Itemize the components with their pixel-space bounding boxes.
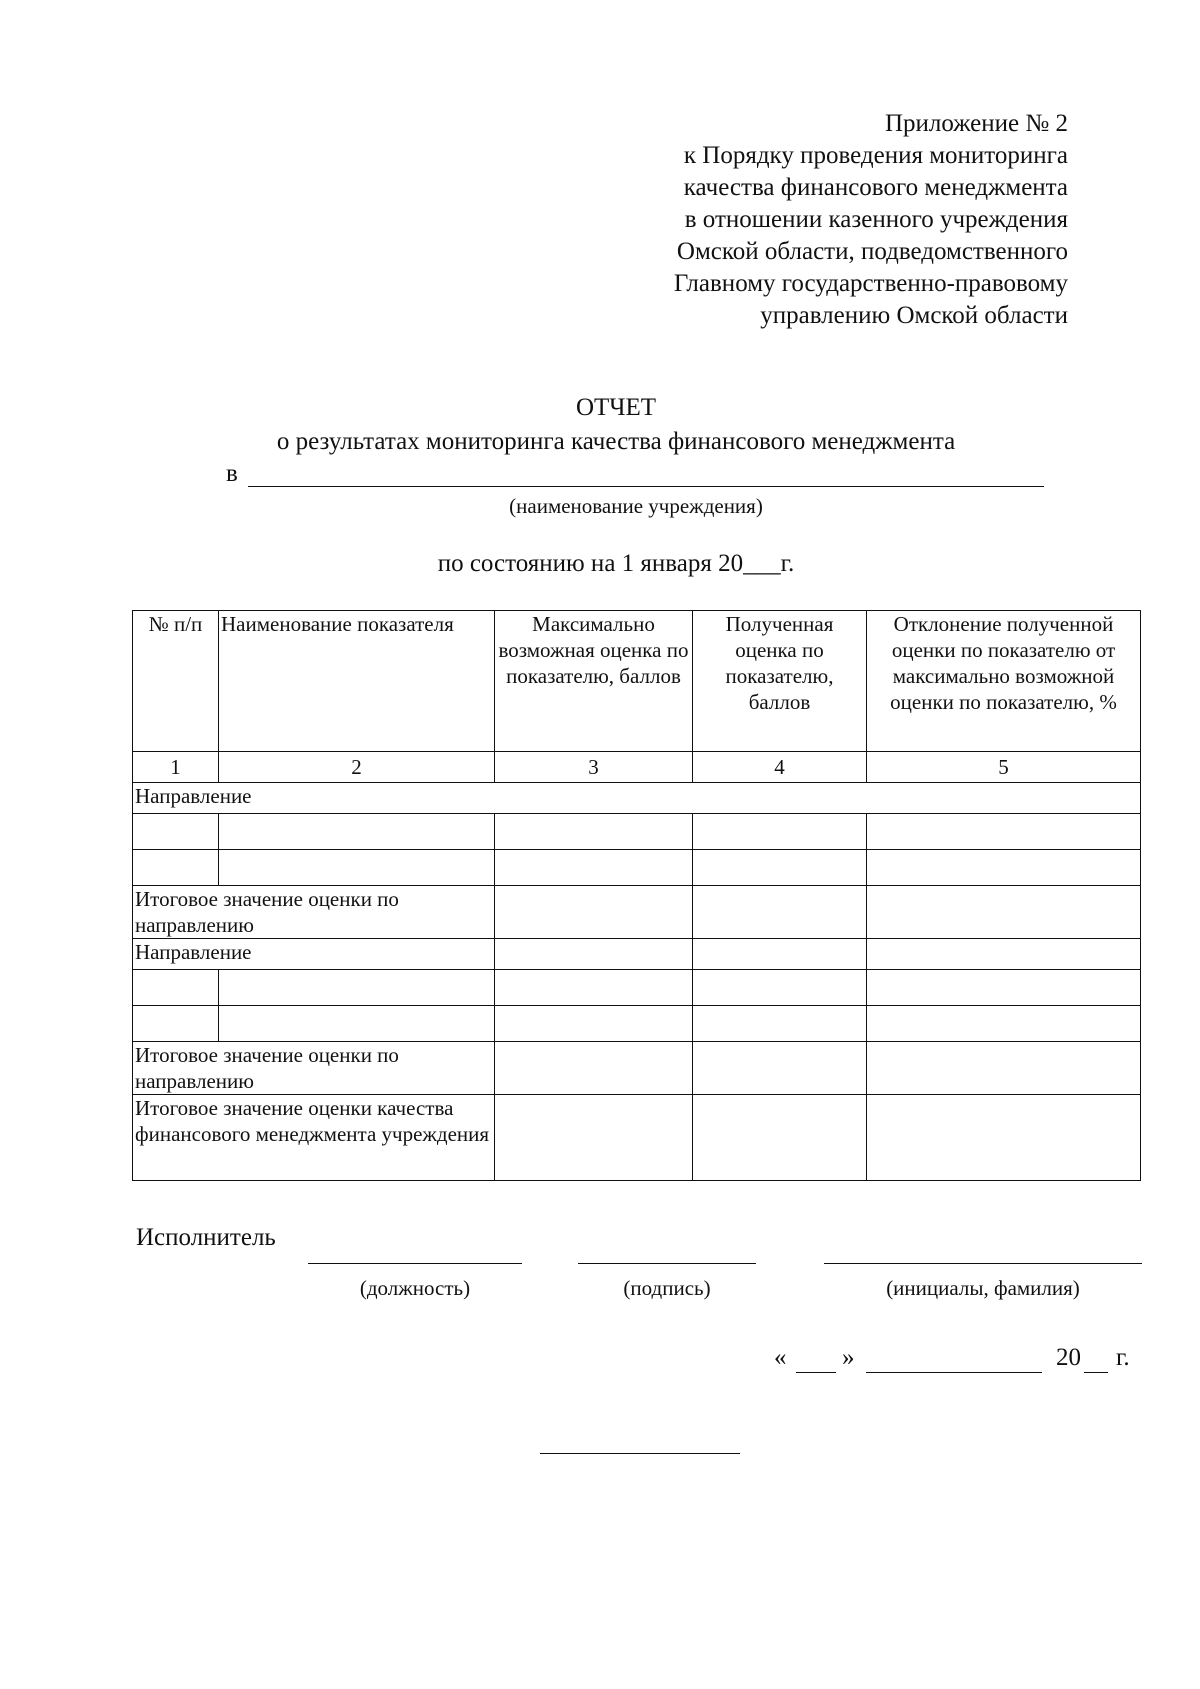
appendix-line: Приложение № 2: [884, 110, 1068, 137]
table-cell[interactable]: [133, 814, 219, 850]
bottom-divider: [540, 1453, 740, 1454]
table-row: [133, 814, 1141, 850]
header-indicator-name: Наименование показателя: [219, 611, 495, 752]
report-title: ОТЧЕТ: [575, 394, 657, 421]
table-cell[interactable]: [867, 1006, 1141, 1042]
signature-blank[interactable]: [578, 1263, 756, 1264]
date-open-quote: «: [774, 1344, 787, 1371]
institution-line: [226, 458, 1046, 490]
table-cell[interactable]: [495, 814, 693, 850]
table-cell[interactable]: [867, 850, 1141, 886]
appendix-line: в отношении казенного учреждения: [684, 206, 1068, 233]
table-cell[interactable]: [693, 1006, 867, 1042]
header-number: № п/п: [133, 611, 219, 752]
final-total-row: [133, 1095, 1141, 1181]
table-cell[interactable]: [495, 886, 693, 939]
final-total-label: Итоговое значение оценки качества финансового менеджмента учреждения: [133, 1095, 495, 1181]
table-cell[interactable]: [219, 970, 495, 1006]
column-number: 3: [495, 752, 693, 783]
sign-date-line: [770, 1342, 1142, 1376]
report-table: [132, 610, 1141, 1181]
month-blank[interactable]: [866, 1372, 1042, 1373]
appendix-line: управлению Омской области: [760, 302, 1068, 329]
report-subtitle: о результатах мониторинга качества финансового менеджмента: [276, 428, 956, 455]
signature-caption: (подпись): [623, 1276, 711, 1300]
column-numbers-row: [133, 752, 1141, 783]
header-deviation: Отклонение полученной оценки по показателю от максимально возможной оценки по показателю, %: [867, 611, 1141, 752]
table-cell[interactable]: [495, 1042, 693, 1095]
column-number: 4: [693, 752, 867, 783]
appendix-line: к Порядку проведения мониторинга: [683, 142, 1068, 169]
institution-blank[interactable]: [248, 486, 1044, 487]
table-row: [133, 850, 1141, 886]
appendix-line: качества финансового менеджмента: [683, 174, 1068, 201]
table-cell[interactable]: [693, 814, 867, 850]
position-blank[interactable]: [308, 1263, 522, 1264]
table-header-row: [133, 611, 1141, 752]
table-cell[interactable]: [867, 939, 1141, 970]
day-blank[interactable]: [796, 1372, 836, 1373]
table-cell[interactable]: [495, 939, 693, 970]
header-max-score: Максимально возможная оценка по показателю, баллов: [495, 611, 693, 752]
table-cell[interactable]: [867, 886, 1141, 939]
table-cell[interactable]: [495, 1006, 693, 1042]
table-cell[interactable]: [693, 939, 867, 970]
table-cell[interactable]: [867, 970, 1141, 1006]
table-cell[interactable]: [693, 850, 867, 886]
appendix-line: Омской области, подведомственного: [676, 238, 1068, 265]
year-blank[interactable]: [1084, 1372, 1108, 1373]
table-cell[interactable]: [693, 1042, 867, 1095]
direction-row: [133, 939, 1141, 970]
table-cell[interactable]: [133, 970, 219, 1006]
table-row: [133, 1006, 1141, 1042]
direction-row: [133, 783, 1141, 814]
executor-label: Исполнитель: [136, 1224, 276, 1251]
column-number: 1: [133, 752, 219, 783]
table-cell[interactable]: [219, 850, 495, 886]
table-cell[interactable]: [219, 1006, 495, 1042]
table-cell[interactable]: [867, 814, 1141, 850]
table-cell[interactable]: [693, 1095, 867, 1181]
institution-caption: (наименование учреждения): [509, 494, 763, 518]
direction-total-label: Итоговое значение оценки по направлению: [133, 886, 495, 939]
header-received-score: Полученная оценка по показателю, баллов: [693, 611, 867, 752]
table-cell[interactable]: [693, 970, 867, 1006]
table-cell[interactable]: [495, 1095, 693, 1181]
direction-total-label: Итоговое значение оценки по направлению: [133, 1042, 495, 1095]
table-cell[interactable]: [219, 814, 495, 850]
institution-prefix: в: [226, 460, 238, 487]
direction-label: Направление: [133, 939, 495, 970]
table-cell[interactable]: [133, 850, 219, 886]
direction-total-row: [133, 886, 1141, 939]
table-cell[interactable]: [495, 850, 693, 886]
name-caption: (инициалы, фамилия): [886, 1276, 1080, 1300]
column-number: 2: [219, 752, 495, 783]
direction-total-row: [133, 1042, 1141, 1095]
appendix-header: [674, 108, 1068, 332]
date-year-prefix: 20: [1056, 1344, 1081, 1371]
table-cell[interactable]: [867, 1042, 1141, 1095]
table-cell[interactable]: [693, 886, 867, 939]
table-cell[interactable]: [495, 970, 693, 1006]
position-caption: (должность): [359, 1276, 471, 1300]
appendix-line: Главному государственно-правовому: [673, 270, 1068, 297]
column-number: 5: [867, 752, 1141, 783]
date-year-suffix: г.: [1116, 1344, 1130, 1371]
report-date-line: по состоянию на 1 января 20___г.: [437, 550, 795, 577]
table-row: [133, 970, 1141, 1006]
table-cell[interactable]: [867, 1095, 1141, 1181]
date-close-quote: »: [842, 1344, 855, 1371]
table-cell[interactable]: [133, 1006, 219, 1042]
name-blank[interactable]: [824, 1263, 1142, 1264]
direction-label: Направление: [133, 783, 1141, 814]
